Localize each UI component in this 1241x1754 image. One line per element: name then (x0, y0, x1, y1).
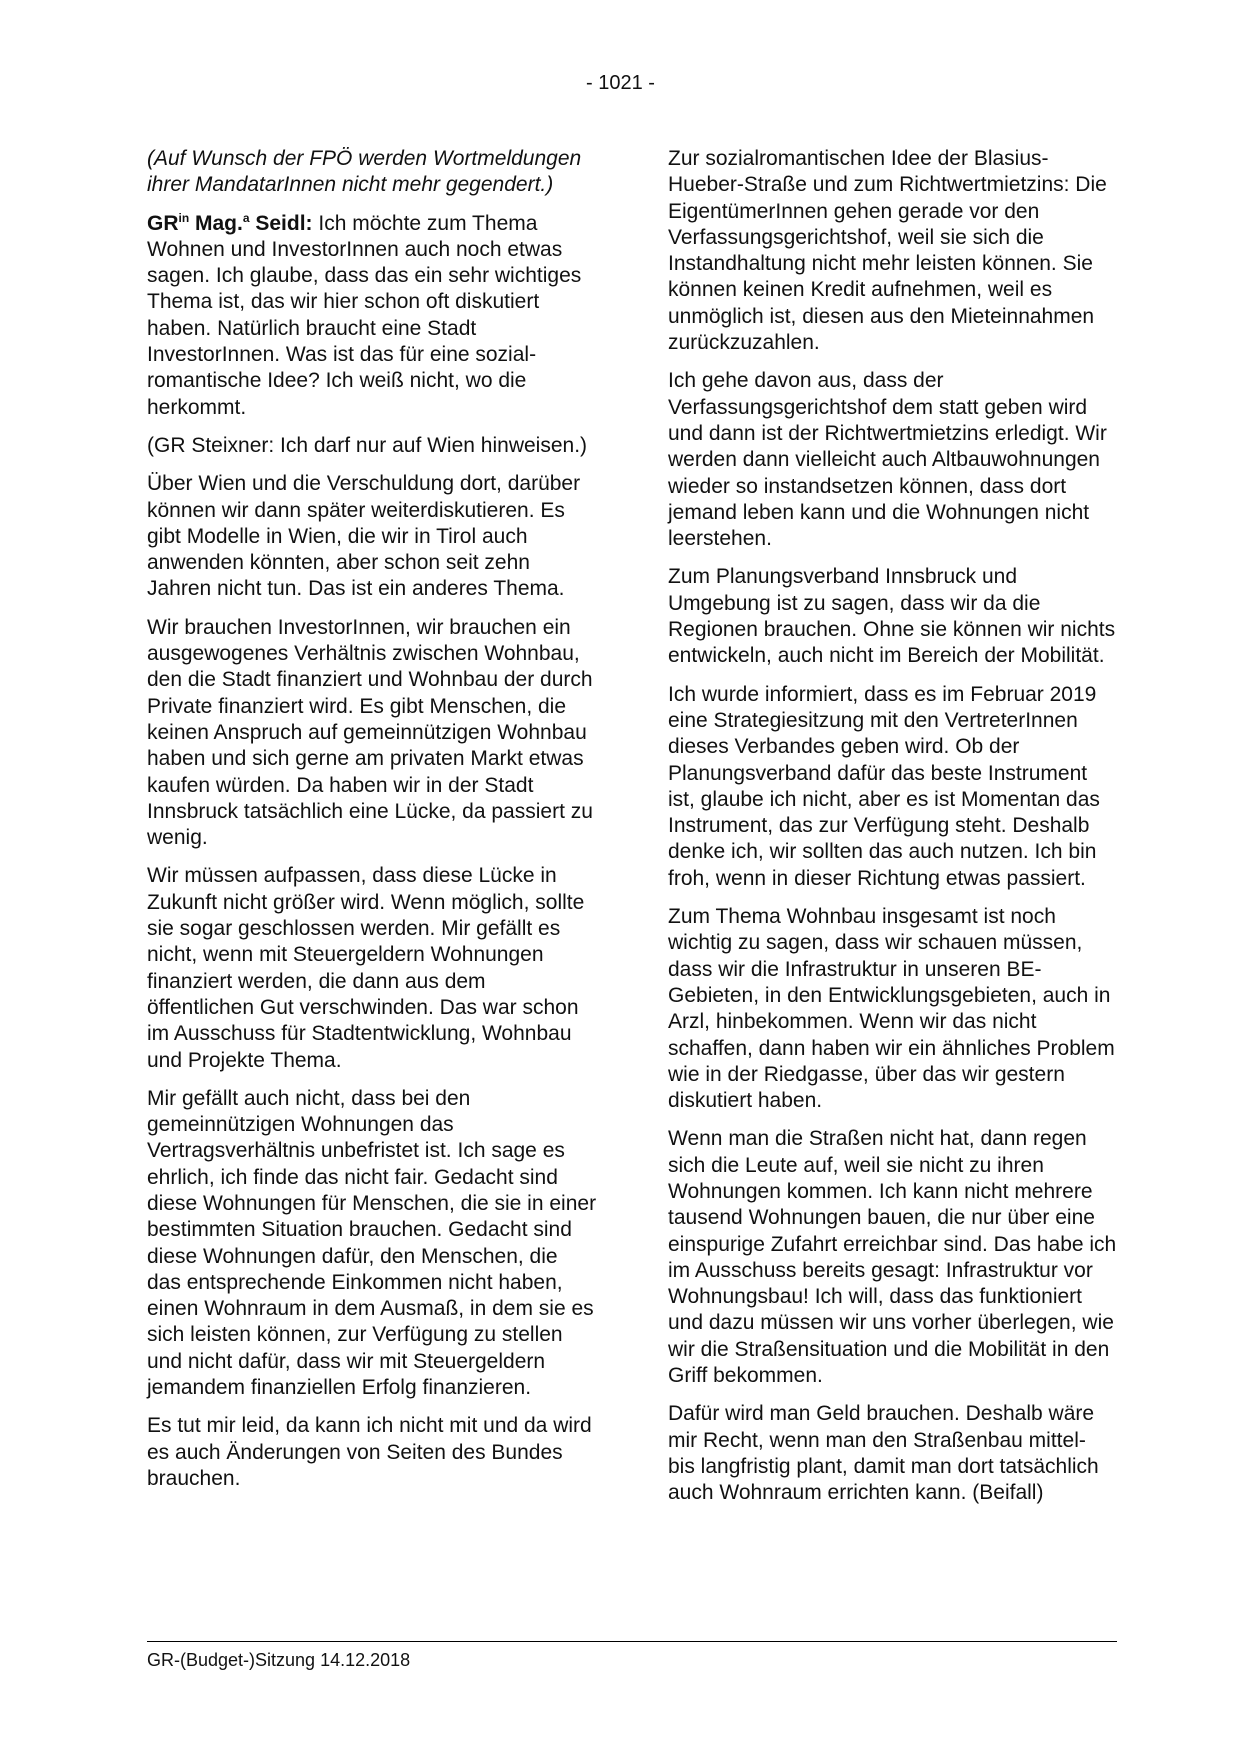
paragraph: Ich wurde informiert, dass es im Februar 2019 eine Strategiesitzung mit den VertreterInnen dieses Verbandes geben wird. Ob der Planungsverband dafür das beste Instrument ist, glaube ich nicht, aber es ist Momentan das Instrument, das zur Verfügung steht. Deshalb denke ich, wir sollten das auch nutzen. Ich bin froh, wenn in dieser Richtung etwas passiert. (668, 682, 1100, 890)
speaker-title-sup: in (178, 210, 190, 225)
speaker-degree: Mag. (189, 211, 243, 235)
paragraph: Zum Thema Wohnbau insgesamt ist noch wichtig zu sagen, dass wir schauen müssen, dass wir die Infrastruktur in unseren BE-Gebieten, in den Entwicklungsgebieten, auch in Arzl, hinbekommen. Wenn wir das nicht schaffen, dann haben wir ein ähnliches Problem wie in der Riedgasse, über das wir gestern diskutiert haben. (668, 905, 1115, 1113)
speaker-title: GR (147, 211, 179, 235)
footer-divider (147, 1641, 1117, 1642)
paragraph: Über Wien und die Verschuldung dort, darüber können wir dann später weiterdiskutieren. Es gibt Modelle in Wien, die wir in Tirol auch anwenden könnten, aber schon seit zehn Jahren nicht tun. Das ist ein anderes Thema. (147, 472, 581, 601)
right-column (668, 146, 1118, 1519)
paragraph: Wir brauchen InvestorInnen, wir brauchen ein ausgewogenes Verhältnis zwischen Wohnbau, den die Stadt finanziert und Wohnbau der durch Private finanziert wird. Es gibt Menschen, die keinen Anspruch auf gemeinnützigen Wohnbau haben und sich gerne am privaten Markt etwas kaufen würden. Da haben wir in der Stadt Innsbruck tatsächlich eine Lücke, da passiert zu wenig. (147, 615, 593, 850)
paragraph: Es tut mir leid, da kann ich nicht mit und da wird es auch Änderungen von Seiten des Bundes brauchen. (147, 1414, 592, 1490)
speaker-label (147, 212, 313, 235)
interjection: (GR Steixner: Ich darf nur auf Wien hinweisen.) (147, 433, 588, 457)
left-column (147, 146, 597, 1504)
paragraph: Dafür wird man Geld brauchen. Deshalb wäre mir Recht, wenn man den Straßenbau mittel- bis langfristig plant, damit man dort tatsächlich auch Wohnraum errichten kann. (Beifall) (668, 1402, 1099, 1505)
speaker-degree-sup: a (242, 210, 250, 225)
paragraph: Mir gefällt auch nicht, dass bei den gemeinnützigen Wohnungen das Vertragsverhältnis unbefristet ist. Ich sage es ehrlich, ich finde das nicht fair. Gedacht sind diese Wohnungen für Menschen, die sie in einer bestimmten Situation brauchen. Gedacht sind diese Wohnungen dafür, den Menschen, die das entsprechende Einkommen nicht haben, einen Wohnraum in dem Ausmaß, in dem sie es sich leisten können, zur Verfügung zu stellen und nicht dafür, dass wir mit Steuergeldern jemandem finanziellen Erfolg finanzieren. (147, 1086, 597, 1400)
paragraph: Wir müssen aufpassen, dass diese Lücke in Zukunft nicht größer wird. Wenn möglich, sollte sie sogar geschlossen werden. Mir gefällt es nicht, wenn mit Steuergeldern Wohnungen finanziert werden, die dann aus dem öffentlichen Gut verschwinden. Das war schon im Ausschuss für Stadtentwicklung, Wohnbau und Projekte Thema. (147, 864, 585, 1072)
speaker-name: Seidl: (249, 211, 313, 235)
paragraph: Zur sozialromantischen Idee der Blasius-Hueber-Straße und zum Richtwertmietzins: Die EigentümerInnen gehen gerade vor den Verfassungsgerichtshof, weil sie sich die Instandhaltung nicht mehr leisten können. Sie können keinen Kredit aufnehmen, weil es unmöglich ist, diesen aus den Mieteinnahmen zurückzuzahlen. (668, 147, 1107, 355)
gender-note: (Auf Wunsch der FPÖ werden Wortmeldungen ihrer MandatarInnen nicht mehr gegendert.) (147, 147, 582, 197)
paragraph: Ich gehe davon aus, dass der Verfassungsgerichtshof dem statt geben wird und dann ist der Richtwertmietzins erledigt. Wir werden dann vielleicht auch Altbauwohnungen wieder so instandsetzen können, dass dort jemand leben kann und die Wohnungen nicht leerstehen. (668, 369, 1107, 551)
paragraph: Zum Planungsverband Innsbruck und Umgebung ist zu sagen, dass wir da die Regionen brauchen. Ohne sie können wir nichts entwickeln, auch nicht im Bereich der Mobilität. (668, 565, 1116, 668)
paragraph: Wenn man die Straßen nicht hat, dann regen sich die Leute auf, weil sie nicht zu ihren Wohnungen kommen. Ich kann nicht mehrere tausend Wohnungen bauen, die nur über eine einspurige Zufahrt erreichbar sind. Das habe ich im Ausschuss bereits gesagt: Infrastruktur vor Wohnungsbau! Ich will, dass das funktioniert und dazu müssen wir uns vorher überlegen, wie wir die Straßensituation und die Mobilität in den Griff bekommen. (668, 1127, 1117, 1388)
speaker-text: Ich möchte zum Thema Wohnen und InvestorInnen auch noch etwas sagen. Ich glaube, dass das ein sehr wichtiges Thema ist, das wir hier schon oft diskutiert haben. Natürlich braucht eine Stadt InvestorInnen. Was ist das für eine sozial-romantische Idee? Ich weiß nicht, wo die herkommt. (147, 211, 582, 419)
page-number: - 1021 - (586, 72, 655, 94)
speaker-paragraph (147, 211, 597, 421)
footer-session-label: GR-(Budget-)Sitzung 14.12.2018 (147, 1650, 411, 1670)
